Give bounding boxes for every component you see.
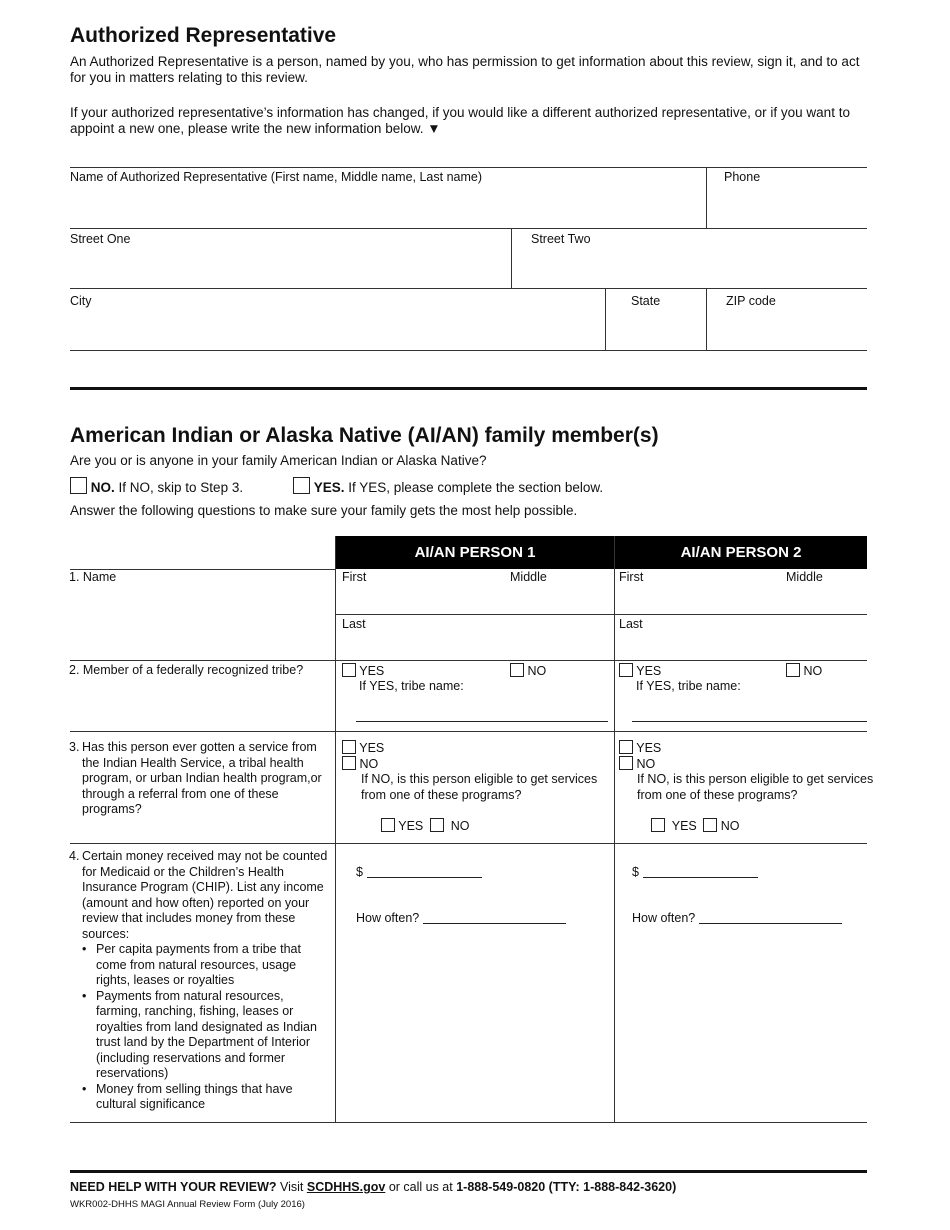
footer-call-text: or call us at xyxy=(385,1180,457,1194)
rep-state-label: State xyxy=(631,294,661,308)
p1-eligible-no-checkbox[interactable] xyxy=(430,818,444,832)
p1-middle-label: Middle xyxy=(510,570,547,584)
section-title-aian: American Indian or Alaska Native (AI/AN) family member(s) xyxy=(70,424,659,447)
aian-yes-checkbox[interactable] xyxy=(293,477,310,494)
p2-eligible-yes-label: YES xyxy=(671,819,697,833)
rep-street-two-label: Street Two xyxy=(531,232,591,246)
q1-label: 1. Name xyxy=(69,570,117,584)
rep-zip-label: ZIP code xyxy=(726,294,776,308)
p2-q2-no-checkbox[interactable] xyxy=(786,663,800,677)
rep-name-label: Name of Authorized Representative (First name, Middle name, Last name) xyxy=(70,170,482,184)
p1-q3-yes-label: YES xyxy=(359,741,385,755)
q4-label: Certain money received may not be counted for Medicaid or the Children’s Health Insurance Program (CHIP). List any income (amount and how often) reported on your review that includes money from these sources: xyxy=(82,849,328,941)
aian-question: Are you or is anyone in your family American Indian or Alaska Native? xyxy=(70,453,487,468)
footer-divider xyxy=(70,1170,867,1173)
p2-q2-yes-label: YES xyxy=(636,664,662,678)
p1-q3-yes-checkbox[interactable] xyxy=(342,740,356,754)
rep-zip-field[interactable] xyxy=(707,289,867,349)
q4-bullet: • Per capita payments from a tribe that come from natural resources, usage rights, leases or royalties xyxy=(96,942,332,989)
p1-q3-no-label: NO xyxy=(359,757,379,771)
p2-tribe-name-field[interactable] xyxy=(632,721,867,722)
rep-street-one-label: Street One xyxy=(70,232,131,246)
p2-first-label: First xyxy=(619,570,644,584)
aian-yes-option xyxy=(293,477,603,496)
p1-how-often-label: How often? xyxy=(356,911,420,925)
p1-q2-no xyxy=(510,663,546,678)
p1-last-label: Last xyxy=(342,617,366,631)
p1-eligible-options xyxy=(381,818,469,833)
rep-street-one-field[interactable] xyxy=(70,229,511,288)
footer-phone: 1-888-549-0820 (TTY: 1-888-842-3620) xyxy=(456,1180,677,1194)
q4-bullet-list xyxy=(82,942,332,1113)
p1-q2-yes-label: YES xyxy=(359,664,385,678)
p1-dollar-label: $ xyxy=(356,865,363,879)
section-divider xyxy=(70,387,867,390)
footer-site-link[interactable]: SCDHHS.gov xyxy=(306,1180,386,1194)
p2-eligible-question: If NO, is this person eligible to get services from one of these programs? xyxy=(637,772,874,802)
aian-yes-bold: YES. xyxy=(313,480,345,495)
p1-how-often-field[interactable] xyxy=(423,923,566,924)
p2-how-often-label: How often? xyxy=(632,911,696,925)
p2-eligible-no-label: NO xyxy=(720,819,740,833)
p2-dollar-label: $ xyxy=(632,865,639,879)
p1-q2-yes xyxy=(342,663,384,678)
p1-q3-yes xyxy=(342,740,384,755)
p1-q3-no-checkbox[interactable] xyxy=(342,756,356,770)
q3-number: 3. xyxy=(69,740,80,754)
footer-help-bold: NEED HELP WITH YOUR REVIEW? xyxy=(70,1180,277,1194)
p2-eligible-options xyxy=(651,818,739,833)
p2-eligible-no-checkbox[interactable] xyxy=(703,818,717,832)
aian-no-option xyxy=(70,477,243,496)
rep-state-field[interactable] xyxy=(606,289,706,349)
p1-tribe-name-label: If YES, tribe name: xyxy=(359,679,464,693)
p1-amount-field[interactable] xyxy=(367,877,482,878)
p1-q2-no-label: NO xyxy=(527,664,547,678)
p2-q2-no xyxy=(786,663,822,678)
q4-bullet: • Payments from natural resources, farming, ranching, fishing, leases or royalties from land designated as Indian trust land by the Department of Interior (including reservations and former reservations) xyxy=(96,989,332,1082)
q2-label: 2. Member of a federally recognized tribe? xyxy=(69,663,304,677)
p2-tribe-name-label: If YES, tribe name: xyxy=(636,679,741,693)
aian-no-checkbox[interactable] xyxy=(70,477,87,494)
q4-number: 4. xyxy=(69,849,80,863)
p2-q3-no-checkbox[interactable] xyxy=(619,756,633,770)
p2-q3-yes-label: YES xyxy=(636,741,662,755)
aian-yes-text: If YES, please complete the section below. xyxy=(344,480,604,495)
p2-amount-field[interactable] xyxy=(643,877,758,878)
rep-street-two-field[interactable] xyxy=(512,229,867,288)
q4-bullet: • Money from selling things that have cultural significance xyxy=(96,1082,332,1113)
p2-middle-label: Middle xyxy=(786,570,823,584)
p2-q2-yes xyxy=(619,663,661,678)
p1-q2-no-checkbox[interactable] xyxy=(510,663,524,677)
person2-header: AI/AN PERSON 2 xyxy=(615,536,867,569)
q4-block xyxy=(82,849,332,1113)
p2-first-middle-field[interactable] xyxy=(615,586,867,613)
p2-how-often-field[interactable] xyxy=(699,923,842,924)
p2-q3-no xyxy=(619,756,655,771)
p2-q2-yes-checkbox[interactable] xyxy=(619,663,633,677)
person1-header: AI/AN PERSON 1 xyxy=(336,536,614,569)
footer-visit-text: Visit xyxy=(276,1180,307,1194)
p1-q2-yes-checkbox[interactable] xyxy=(342,663,356,677)
p2-last-field[interactable] xyxy=(615,632,867,659)
aian-answer-prompt: Answer the following questions to make sure your family gets the most help possible. xyxy=(70,503,578,518)
p2-q3-yes-checkbox[interactable] xyxy=(619,740,633,754)
rep-phone-label: Phone xyxy=(724,170,761,184)
aian-no-text: If NO, skip to Step 3. xyxy=(114,480,244,495)
footer-help xyxy=(70,1180,676,1194)
p2-q2-no-label: NO xyxy=(803,664,823,678)
rep-instructions: If your authorized representative’s information has changed, if you would like a different authorized representative, or if you want to appoint a new one, please write the new information below. ▼ xyxy=(70,105,850,136)
p1-eligible-no-label: NO xyxy=(450,819,470,833)
form-id: WKR002-DHHS MAGI Annual Review Form (July 2016) xyxy=(70,1199,305,1210)
section-title-authorized-rep: Authorized Representative xyxy=(70,24,337,47)
p1-tribe-name-field[interactable] xyxy=(356,721,608,722)
rep-city-label: City xyxy=(70,294,92,308)
p1-eligible-question: If NO, is this person eligible to get services from one of these programs? xyxy=(361,772,598,802)
p1-last-field[interactable] xyxy=(336,632,614,659)
p1-eligible-yes-label: YES xyxy=(398,819,424,833)
rep-name-field[interactable] xyxy=(70,168,706,228)
p1-first-label: First xyxy=(342,570,367,584)
aian-no-bold: NO. xyxy=(90,480,115,495)
p1-q3-no xyxy=(342,756,378,771)
rep-intro: An Authorized Representative is a person, named by you, who has permission to get information about this review, sign it, and to act for you in matters relating to this review. xyxy=(70,54,860,85)
rep-city-field[interactable] xyxy=(70,289,605,349)
p2-last-label: Last xyxy=(619,617,643,631)
p2-q3-yes xyxy=(619,740,661,755)
rep-phone-field[interactable] xyxy=(707,168,867,228)
p2-q3-no-label: NO xyxy=(636,757,656,771)
p2-eligible-yes-checkbox[interactable] xyxy=(651,818,665,832)
p1-eligible-yes-checkbox[interactable] xyxy=(381,818,395,832)
p1-first-middle-field[interactable] xyxy=(336,586,614,613)
q3-label: Has this person ever gotten a service from the Indian Health Service, a tribal health program, or urban Indian health program,or through a referral from one of these programs? xyxy=(82,740,322,816)
